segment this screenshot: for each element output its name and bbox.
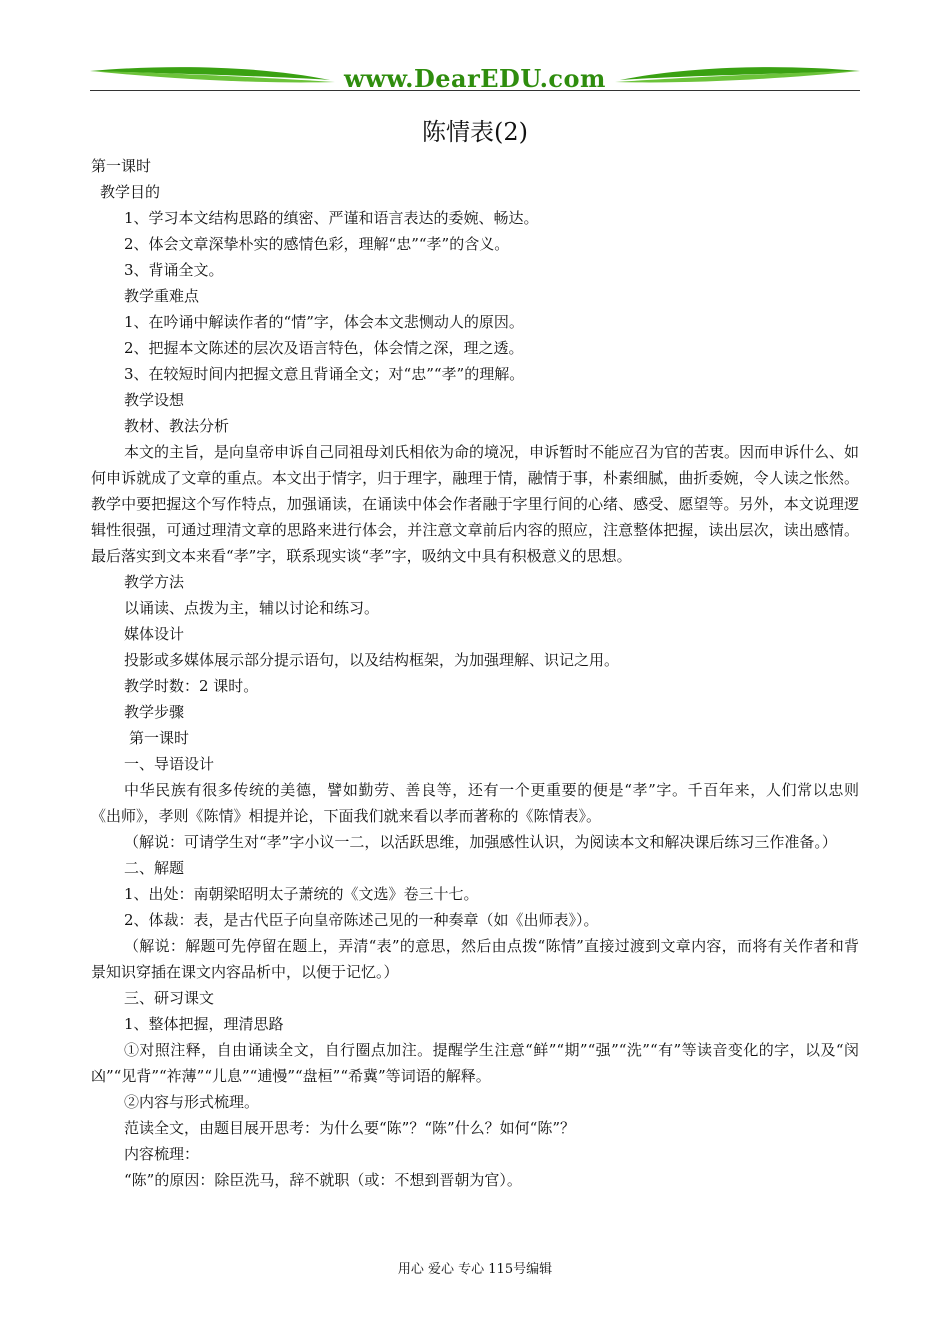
list-item: 3、在较短时间内把握文意且背诵全文；对“忠”“孝”的理解。 bbox=[124, 365, 525, 383]
section-heading: 媒体设计 bbox=[124, 625, 185, 643]
section-heading: 教学步骤 bbox=[124, 703, 185, 721]
paragraph: “陈”的原因：除臣洗马，辞不就职（或：不想到晋朝为官）。 bbox=[124, 1171, 522, 1189]
page-footer: 用心 爱心 专心 115号编辑 bbox=[397, 1262, 553, 1277]
section-heading: 教学目的 bbox=[100, 183, 161, 201]
paragraph: （解说：解题可先停留在题上，弄清“表”的意思，然后由点拨“陈情”直接过渡到文章内容，而将有关作者和背景知识穿插在课文内容品析中，以便于记忆。） bbox=[91, 937, 859, 981]
lesson-heading: 第一课时 bbox=[91, 157, 152, 175]
paragraph: 教学时数：2 课时。 bbox=[124, 677, 259, 695]
section-heading: 二、解题 bbox=[124, 859, 185, 877]
list-item: 2、把握本文陈述的层次及语言特色，体会情之深，理之透。 bbox=[124, 339, 524, 357]
paragraph: 范读全文，由题目展开思考：为什么要“陈”？“陈”什么？如何“陈”？ bbox=[124, 1119, 576, 1137]
list-item: ②内容与形式梳理。 bbox=[124, 1093, 260, 1111]
paragraph: （解说：可请学生对“孝”字小议一二，以活跃思维，加强感性认识，为阅读本文和解决课后练习三作准备。） bbox=[124, 833, 837, 851]
section-heading: 教学方法 bbox=[124, 573, 185, 591]
paragraph: 以诵读、点拨为主，辅以讨论和练习。 bbox=[124, 599, 380, 617]
list-item: 2、体裁：表，是古代臣子向皇帝陈述己见的一种奏章（如《出师表》）。 bbox=[124, 911, 599, 929]
paragraph: 中华民族有很多传统的美德，譬如勤劳、善良等，还有一个更重要的便是“孝”字。千百年来，人们常以忠则《出师》，孝则《陈情》相提并论，下面我们就来看以孝而著称的《陈情表》。 bbox=[91, 781, 859, 825]
list-item: 1、整体把握，理清思路 bbox=[124, 1015, 284, 1033]
list-item: 1、出处：南朝梁昭明太子萧统的《文选》卷三十七。 bbox=[124, 885, 479, 903]
document-body bbox=[91, 153, 859, 1193]
doc-title: 陈情表(2) bbox=[422, 118, 528, 146]
site-url: www.DearEDU.com bbox=[344, 64, 606, 93]
site-banner bbox=[90, 62, 860, 92]
list-item: 1、学习本文结构思路的缜密、严谨和语言表达的委婉、畅达。 bbox=[124, 209, 539, 227]
section-heading: 教学设想 bbox=[124, 391, 185, 409]
list-item: 3、背诵全文。 bbox=[124, 261, 224, 279]
section-heading: 三、研习课文 bbox=[124, 989, 215, 1007]
paragraph: ①对照注释，自由诵读全文，自行圈点加注。提醒学生注意“鲜”“期”“强”“洗”“有”等读音变化的字，以及“闵凶”“见背”“祚薄”“儿息”“逋慢”“盘桓”“希冀”等词语的解释。 bbox=[91, 1041, 859, 1085]
header-rule bbox=[90, 90, 860, 91]
list-item: 2、体会文章深挚朴实的感情色彩，理解“忠”“孝”的含义。 bbox=[124, 235, 510, 253]
paragraph: 投影或多媒体展示部分提示语句，以及结构框架，为加强理解、识记之用。 bbox=[124, 651, 620, 669]
paragraph: 本文的主旨，是向皇帝申诉自己同祖母刘氏相依为命的境况，申诉暂时不能应召为官的苦衷。因而申诉什么、如何申诉就成了文章的重点。本文出于情字，归于理字，融理于情，融情于事，朴素细腻，曲折委婉，令人读之怅然。教学中要把握这个写作特点，加强诵读，在诵读中体会作者融于字里行间的心绪、感受、愿望等。另外，本文说理逻辑性很强，可通过理清文章的思路来进行体会，并注意文章前后内容的照应，注意整体把握，读出层次，读出感情。最后落实到文本来看“孝”字，联系现实谈“孝”字，吸纳文中具有积极意义的思想。 bbox=[91, 443, 860, 565]
section-heading: 内容梳理： bbox=[124, 1145, 200, 1163]
section-heading: 教学重难点 bbox=[124, 287, 200, 305]
lesson-heading: 第一课时 bbox=[129, 729, 190, 747]
section-heading: 一、导语设计 bbox=[124, 755, 215, 773]
section-heading: 教材、教法分析 bbox=[124, 417, 230, 435]
list-item: 1、在吟诵中解读作者的“情”字，体会本文悲恻动人的原因。 bbox=[124, 313, 524, 331]
